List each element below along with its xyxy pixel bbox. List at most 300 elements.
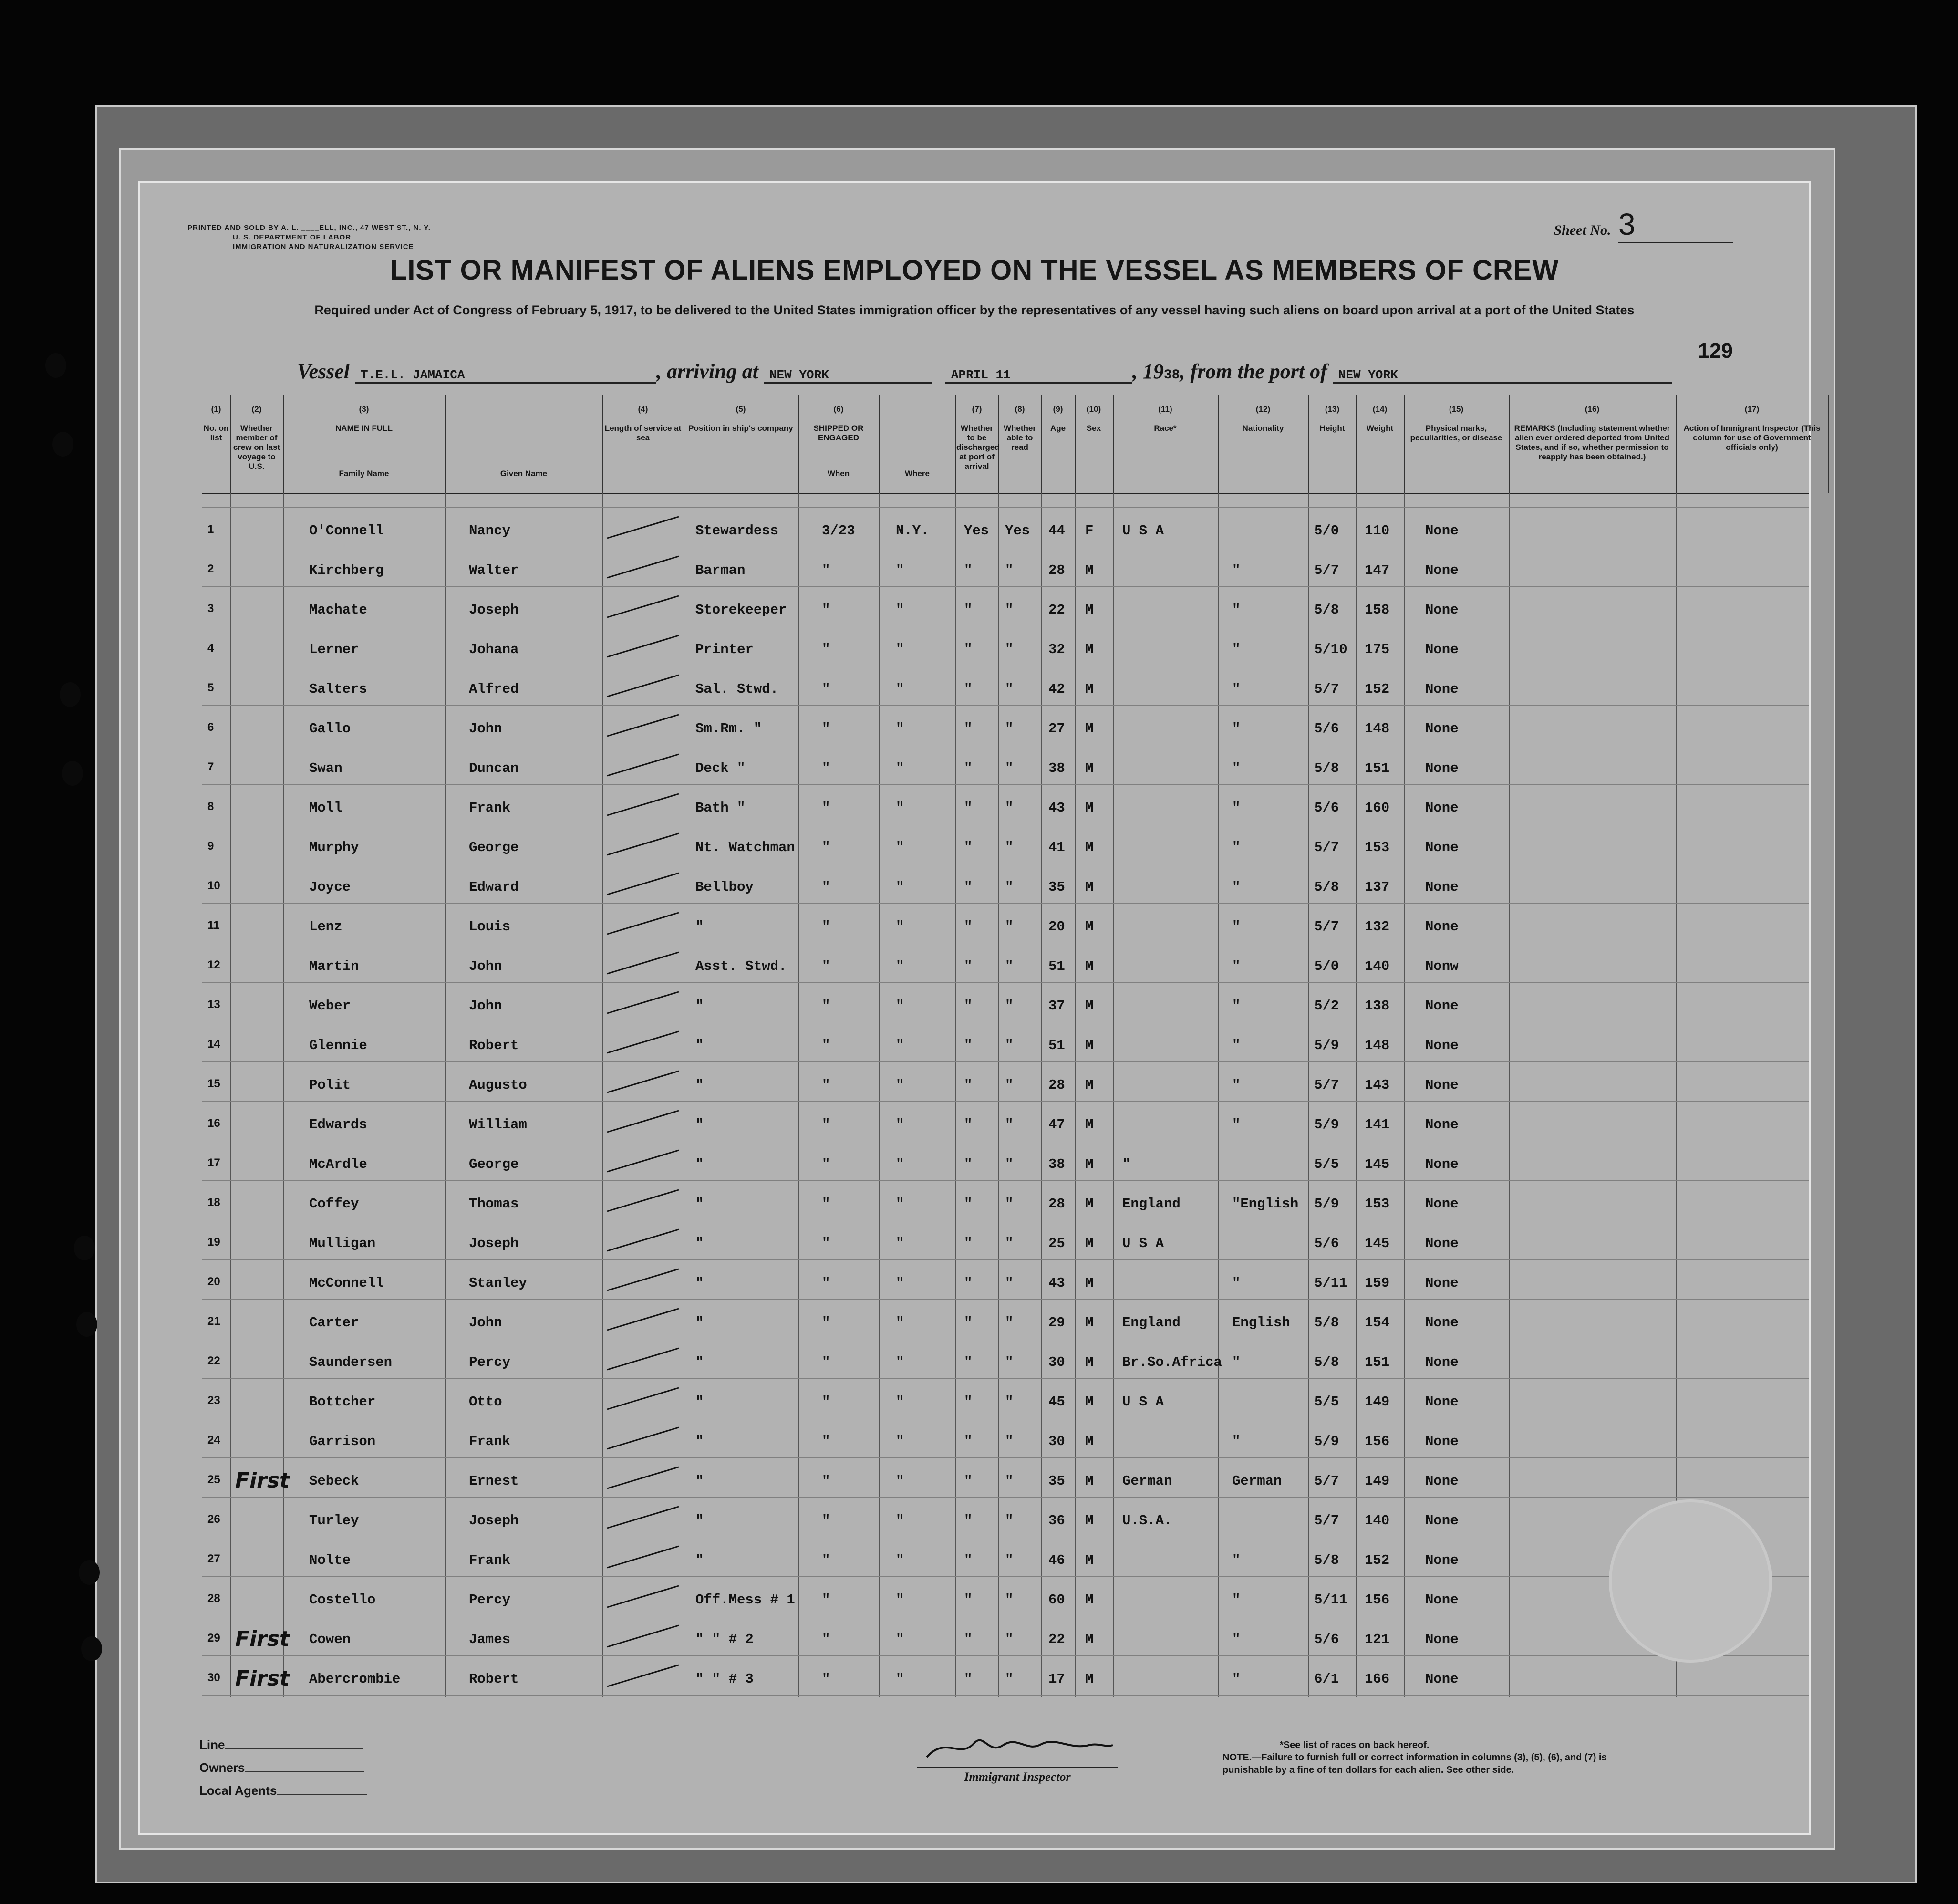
column-rule: [283, 493, 284, 1697]
column-label: Physical marks, peculiarities, or disease: [1410, 424, 1502, 442]
shipped-where-cell: N.Y.: [896, 523, 929, 539]
from-port: NEW YORK: [1333, 368, 1672, 384]
column-rule: [445, 493, 446, 1697]
weight-cell: 145: [1365, 1236, 1390, 1251]
weight-cell: 153: [1365, 840, 1390, 855]
able-to-read-cell: ": [1005, 919, 1014, 935]
row-rule: [202, 903, 1809, 904]
age-cell: 43: [1048, 800, 1065, 816]
column-number: (4): [638, 405, 648, 414]
position-cell: ": [695, 1236, 704, 1251]
family-name-cell: McArdle: [309, 1156, 367, 1172]
physical-marks-cell: None: [1425, 642, 1459, 657]
column-label: Position in ship's company: [688, 424, 793, 433]
shipped-where-cell: ": [896, 1077, 904, 1093]
position-cell: ": [695, 1275, 704, 1291]
given-name-cell: John: [469, 998, 502, 1014]
discharged-cell: ": [964, 1196, 973, 1212]
age-cell: 27: [1048, 721, 1065, 737]
physical-marks-cell: None: [1425, 1038, 1459, 1053]
list-number-cell: 6: [207, 721, 214, 734]
service-tick-mark: [602, 1623, 684, 1652]
column-label: Nationality: [1242, 424, 1284, 433]
shipped-where-cell: ": [896, 879, 904, 895]
arriving-port: NEW YORK: [764, 368, 932, 384]
given-name-cell: Frank: [469, 1552, 511, 1568]
page-number: 129: [1698, 339, 1733, 363]
position-cell: ": [695, 1434, 704, 1449]
age-cell: 35: [1048, 1473, 1065, 1489]
list-number-cell: 23: [207, 1394, 220, 1407]
sex-cell: M: [1085, 1077, 1094, 1093]
given-name-cell: William: [469, 1117, 527, 1133]
given-name-cell: Edward: [469, 879, 519, 895]
shipped-when-cell: ": [822, 919, 830, 935]
family-name-cell: Lenz: [309, 919, 342, 935]
family-name-cell: Sebeck: [309, 1473, 359, 1489]
age-cell: 30: [1048, 1354, 1065, 1370]
age-cell: 17: [1048, 1671, 1065, 1687]
row-rule: [202, 1378, 1809, 1379]
family-name-cell: Salters: [309, 681, 367, 697]
vessel-label: Vessel: [297, 360, 350, 383]
able-to-read-cell: ": [1005, 602, 1014, 618]
arriving-label: , arriving at: [656, 360, 758, 383]
column-header: [1113, 395, 1219, 493]
weight-cell: 145: [1365, 1156, 1390, 1172]
nationality-cell: ": [1232, 1434, 1241, 1449]
weight-cell: 175: [1365, 642, 1390, 657]
given-name-cell: George: [469, 1156, 519, 1172]
nationality-cell: ": [1232, 1552, 1241, 1568]
imprint-line: IMMIGRATION AND NATURALIZATION SERVICE: [233, 243, 414, 251]
given-name-cell: Otto: [469, 1394, 502, 1410]
able-to-read-cell: ": [1005, 1354, 1014, 1370]
column-number: (9): [1053, 405, 1063, 414]
height-cell: 5/9: [1314, 1038, 1339, 1053]
nationality-cell: ": [1232, 681, 1241, 697]
discharged-cell: Yes: [964, 523, 989, 539]
column-header: [1356, 395, 1405, 493]
age-cell: 38: [1048, 760, 1065, 776]
family-name-cell: Garrison: [309, 1434, 376, 1449]
weight-cell: 140: [1365, 958, 1390, 974]
service-tick-mark: [602, 1187, 684, 1216]
list-number-cell: 29: [207, 1632, 220, 1644]
list-number-cell: 5: [207, 681, 214, 694]
service-tick-mark: [602, 950, 684, 978]
service-tick-mark: [602, 554, 684, 583]
footer-note: [1222, 1739, 1623, 1776]
column-number: (17): [1744, 405, 1760, 414]
column-number: (7): [972, 405, 982, 414]
column-sublabel: When: [827, 469, 850, 478]
service-tick-mark: [602, 1465, 684, 1493]
shipped-where-cell: ": [896, 1513, 904, 1529]
column-number: (13): [1325, 405, 1340, 414]
discharged-cell: ": [964, 1236, 973, 1251]
arrival-date: APRIL 11: [945, 368, 1132, 384]
service-tick-mark: [602, 1029, 684, 1058]
position-cell: Off.Mess # 1: [695, 1592, 795, 1608]
physical-marks-cell: None: [1425, 1156, 1459, 1172]
able-to-read-cell: ": [1005, 1671, 1014, 1687]
height-cell: 5/9: [1314, 1434, 1339, 1449]
given-name-cell: John: [469, 1315, 502, 1331]
shipped-when-cell: ": [822, 1275, 830, 1291]
row-rule: [202, 1299, 1809, 1300]
punch-hole: [81, 1636, 102, 1661]
given-name-cell: George: [469, 840, 519, 855]
printer-imprint: [187, 223, 431, 252]
height-cell: 5/11: [1314, 1275, 1347, 1291]
physical-marks-cell: None: [1425, 998, 1459, 1014]
discharged-cell: ": [964, 1354, 973, 1370]
able-to-read-cell: ": [1005, 1196, 1014, 1212]
position-cell: Asst. Stwd.: [695, 958, 787, 974]
shipped-when-cell: ": [822, 1671, 830, 1687]
physical-marks-cell: None: [1425, 800, 1459, 816]
physical-marks-cell: None: [1425, 1552, 1459, 1568]
position-cell: " " # 2: [695, 1632, 754, 1647]
weight-cell: 121: [1365, 1632, 1390, 1647]
column-rule: [955, 493, 956, 1697]
physical-marks-cell: None: [1425, 1117, 1459, 1133]
sex-cell: M: [1085, 1117, 1094, 1133]
column-header: [1308, 395, 1357, 493]
race-cell: U S A: [1122, 1394, 1164, 1410]
position-cell: ": [695, 1394, 704, 1410]
column-rule: [879, 493, 880, 1697]
family-name-cell: Murphy: [309, 840, 359, 855]
discharged-cell: ": [964, 760, 973, 776]
position-cell: Sm.Rm. ": [695, 721, 762, 737]
sex-cell: M: [1085, 602, 1094, 618]
age-cell: 22: [1048, 1632, 1065, 1647]
given-name-cell: Joseph: [469, 602, 519, 618]
discharged-cell: ": [964, 1077, 973, 1093]
line-label: Line: [199, 1738, 225, 1752]
family-name-cell: Edwards: [309, 1117, 367, 1133]
column-number: (16): [1585, 405, 1600, 414]
discharged-cell: ": [964, 1473, 973, 1489]
service-tick-mark: [602, 791, 684, 820]
list-number-cell: 22: [207, 1354, 220, 1367]
shipped-when-cell: ": [822, 760, 830, 776]
column-rule: [1404, 493, 1405, 1697]
age-cell: 45: [1048, 1394, 1065, 1410]
shipped-when-cell: ": [822, 1513, 830, 1529]
shipped-where-cell: ": [896, 1275, 904, 1291]
height-cell: 5/5: [1314, 1156, 1339, 1172]
service-tick-mark: [602, 831, 684, 860]
shipped-where-cell: ": [896, 1671, 904, 1687]
races-note: *See list of races on back hereof.: [1280, 1740, 1430, 1750]
physical-marks-cell: None: [1425, 523, 1459, 539]
column-label: Length of service at sea: [604, 424, 682, 442]
position-cell: ": [695, 1354, 704, 1370]
sex-cell: M: [1085, 1394, 1094, 1410]
weight-cell: 166: [1365, 1671, 1390, 1687]
family-name-cell: Glennie: [309, 1038, 367, 1053]
shipped-where-cell: ": [896, 1117, 904, 1133]
able-to-read-cell: ": [1005, 1156, 1014, 1172]
height-cell: 5/2: [1314, 998, 1339, 1014]
physical-marks-cell: None: [1425, 840, 1459, 855]
discharged-cell: ": [964, 1552, 973, 1568]
discharged-cell: ": [964, 958, 973, 974]
race-cell: Br.So.Africa: [1122, 1354, 1222, 1370]
age-cell: 36: [1048, 1513, 1065, 1529]
service-tick-mark: [602, 1425, 684, 1454]
discharged-cell: ": [964, 602, 973, 618]
list-number-cell: 4: [207, 642, 214, 655]
weight-cell: 149: [1365, 1394, 1390, 1410]
sex-cell: M: [1085, 1671, 1094, 1687]
age-cell: 47: [1048, 1117, 1065, 1133]
physical-marks-cell: None: [1425, 1236, 1459, 1251]
list-number-cell: 3: [207, 602, 214, 615]
shipped-where-cell: ": [896, 1473, 904, 1489]
weight-cell: 148: [1365, 1038, 1390, 1053]
embossed-seal: [1609, 1499, 1772, 1663]
column-label: NAME IN FULL: [335, 424, 393, 433]
race-cell: England: [1122, 1315, 1181, 1331]
height-cell: 5/7: [1314, 1077, 1339, 1093]
shipped-where-cell: ": [896, 1315, 904, 1331]
age-cell: 46: [1048, 1552, 1065, 1568]
row-rule: [202, 1457, 1809, 1458]
list-number-cell: 16: [207, 1117, 220, 1130]
shipped-where-cell: ": [896, 1632, 904, 1647]
height-cell: 5/8: [1314, 1354, 1339, 1370]
sheet-no-label: Sheet No.: [1554, 222, 1611, 238]
from-label: , from the port of: [1180, 360, 1327, 383]
age-cell: 25: [1048, 1236, 1065, 1251]
page-subtitle: Required under Act of Congress of February 5, 1917, to be delivered to the United States immigration officer by the representatives of any vessel having such aliens on board upon arrival at a port of the United States: [314, 303, 1635, 317]
height-cell: 5/8: [1314, 602, 1339, 618]
physical-marks-cell: None: [1425, 1434, 1459, 1449]
list-number-cell: 24: [207, 1434, 220, 1446]
column-rule: [1218, 493, 1219, 1697]
shipped-where-cell: ": [896, 602, 904, 618]
row-rule: [202, 1180, 1809, 1181]
sex-cell: M: [1085, 681, 1094, 697]
physical-marks-cell: None: [1425, 1394, 1459, 1410]
given-name-cell: James: [469, 1632, 511, 1647]
position-cell: ": [695, 1196, 704, 1212]
service-tick-mark: [602, 514, 684, 543]
column-number: (14): [1372, 405, 1388, 414]
column-number: (5): [736, 405, 746, 414]
inspector-label: Immigrant Inspector: [917, 1767, 1118, 1784]
list-number-cell: 20: [207, 1275, 220, 1288]
given-name-cell: Robert: [469, 1671, 519, 1687]
service-tick-mark: [602, 1069, 684, 1097]
physical-marks-cell: None: [1425, 681, 1459, 697]
sex-cell: M: [1085, 1592, 1094, 1608]
list-number-cell: 9: [207, 840, 214, 853]
column-number: (11): [1158, 405, 1172, 414]
column-header: [879, 395, 956, 493]
family-name-cell: Coffey: [309, 1196, 359, 1212]
row-rule: [202, 1101, 1809, 1102]
race-cell: England: [1122, 1196, 1181, 1212]
service-tick-mark: [602, 1306, 684, 1335]
row-rule: [202, 507, 1809, 508]
height-cell: 5/6: [1314, 1236, 1339, 1251]
shipped-where-cell: ": [896, 1434, 904, 1449]
age-cell: 42: [1048, 681, 1065, 697]
list-number-cell: 28: [207, 1592, 220, 1605]
service-tick-mark: [602, 1108, 684, 1137]
height-cell: 5/7: [1314, 562, 1339, 578]
list-number-cell: 26: [207, 1513, 220, 1526]
column-header: [1041, 395, 1076, 493]
column-label: Sex: [1086, 424, 1101, 433]
shipped-when-cell: ": [822, 1117, 830, 1133]
list-number-cell: 18: [207, 1196, 220, 1209]
nationality-cell: ": [1232, 1077, 1241, 1093]
given-name-cell: Joseph: [469, 1236, 519, 1251]
header-rule: [202, 493, 1809, 494]
height-cell: 5/0: [1314, 523, 1339, 539]
service-tick-mark: [602, 633, 684, 662]
service-tick-mark: [602, 910, 684, 939]
column-label: Whether member of crew on last voyage to U.S.: [233, 424, 280, 471]
family-name-cell: O'Connell: [309, 523, 384, 539]
height-cell: 5/6: [1314, 800, 1339, 816]
able-to-read-cell: ": [1005, 1552, 1014, 1568]
family-name-cell: Saundersen: [309, 1354, 393, 1370]
sex-cell: M: [1085, 1236, 1094, 1251]
physical-marks-cell: None: [1425, 1275, 1459, 1291]
service-tick-mark: [602, 1583, 684, 1612]
row-rule: [202, 1497, 1809, 1498]
position-cell: ": [695, 1156, 704, 1172]
shipped-where-cell: ": [896, 998, 904, 1014]
height-cell: 5/7: [1314, 919, 1339, 935]
nationality-cell: ": [1232, 721, 1241, 737]
height-cell: 5/8: [1314, 879, 1339, 895]
race-cell: ": [1122, 1156, 1131, 1172]
sex-cell: M: [1085, 998, 1094, 1014]
height-cell: 5/6: [1314, 721, 1339, 737]
weight-cell: 151: [1365, 760, 1390, 776]
shipped-when-cell: 3/23: [822, 523, 855, 539]
physical-marks-cell: None: [1425, 721, 1459, 737]
column-number: (2): [251, 405, 262, 414]
weight-cell: 158: [1365, 602, 1390, 618]
age-cell: 20: [1048, 919, 1065, 935]
list-number-cell: 19: [207, 1236, 220, 1249]
column-label: Race*: [1154, 424, 1177, 433]
signature-scrawl: [917, 1731, 1118, 1764]
physical-marks-cell: None: [1425, 602, 1459, 618]
discharged-cell: ": [964, 1156, 973, 1172]
shipped-when-cell: ": [822, 1236, 830, 1251]
previous-voyage-cell: First: [235, 1468, 290, 1493]
service-tick-mark: [602, 1267, 684, 1295]
race-cell: U S A: [1122, 1236, 1164, 1251]
physical-marks-cell: None: [1425, 879, 1459, 895]
discharged-cell: ": [964, 1315, 973, 1331]
position-cell: ": [695, 1077, 704, 1093]
sex-cell: M: [1085, 760, 1094, 776]
shipped-where-cell: ": [896, 760, 904, 776]
list-number-cell: 14: [207, 1038, 220, 1051]
nationality-cell: ": [1232, 800, 1241, 816]
weight-cell: 151: [1365, 1354, 1390, 1370]
height-cell: 5/7: [1314, 681, 1339, 697]
list-number-cell: 17: [207, 1156, 220, 1169]
punch-hole: [52, 432, 73, 457]
family-name-cell: Moll: [309, 800, 342, 816]
discharged-cell: ": [964, 919, 973, 935]
able-to-read-cell: ": [1005, 1632, 1014, 1647]
column-rule: [1075, 493, 1076, 1697]
family-name-cell: Martin: [309, 958, 359, 974]
position-cell: Barman: [695, 562, 746, 578]
page-title: LIST OR MANIFEST OF ALIENS EMPLOYED ON THE VESSEL AS MEMBERS OF CREW: [390, 255, 1559, 286]
height-cell: 5/6: [1314, 1632, 1339, 1647]
service-tick-mark: [602, 989, 684, 1018]
list-number-cell: 21: [207, 1315, 220, 1328]
column-label: No. on list: [203, 424, 229, 442]
physical-marks-cell: None: [1425, 919, 1459, 935]
age-cell: 51: [1048, 1038, 1065, 1053]
able-to-read-cell: ": [1005, 1592, 1014, 1608]
shipped-when-cell: ": [822, 800, 830, 816]
column-header: [798, 395, 880, 493]
list-number-cell: 8: [207, 800, 214, 813]
shipped-where-cell: ": [896, 1394, 904, 1410]
discharged-cell: ": [964, 681, 973, 697]
height-cell: 5/0: [1314, 958, 1339, 974]
discharged-cell: ": [964, 1513, 973, 1529]
family-name-cell: Cowen: [309, 1632, 351, 1647]
able-to-read-cell: ": [1005, 1236, 1014, 1251]
age-cell: 41: [1048, 840, 1065, 855]
nationality-cell: ": [1232, 642, 1241, 657]
able-to-read-cell: ": [1005, 879, 1014, 895]
service-tick-mark: [602, 752, 684, 780]
list-number-cell: 7: [207, 760, 214, 773]
given-name-cell: Johana: [469, 642, 519, 657]
shipped-when-cell: ": [822, 562, 830, 578]
sex-cell: M: [1085, 721, 1094, 737]
column-rule: [1356, 493, 1357, 1697]
given-name-cell: Augusto: [469, 1077, 527, 1093]
shipped-when-cell: ": [822, 1592, 830, 1608]
height-cell: 5/7: [1314, 1473, 1339, 1489]
discharged-cell: ": [964, 721, 973, 737]
sex-cell: M: [1085, 562, 1094, 578]
imprint-line: PRINTED AND SOLD BY A. L. ____ELL, INC., 47 WEST ST., N. Y.: [187, 224, 431, 232]
sex-cell: M: [1085, 1552, 1094, 1568]
able-to-read-cell: ": [1005, 1473, 1014, 1489]
shipped-where-cell: ": [896, 642, 904, 657]
list-number-cell: 12: [207, 958, 220, 971]
list-number-cell: 11: [207, 919, 220, 932]
position-cell: ": [695, 1117, 704, 1133]
able-to-read-cell: ": [1005, 642, 1014, 657]
shipped-where-cell: ": [896, 1236, 904, 1251]
physical-marks-cell: None: [1425, 1196, 1459, 1212]
shipped-when-cell: ": [822, 1077, 830, 1093]
row-rule: [202, 1259, 1809, 1260]
position-cell: Stewardess: [695, 523, 779, 539]
